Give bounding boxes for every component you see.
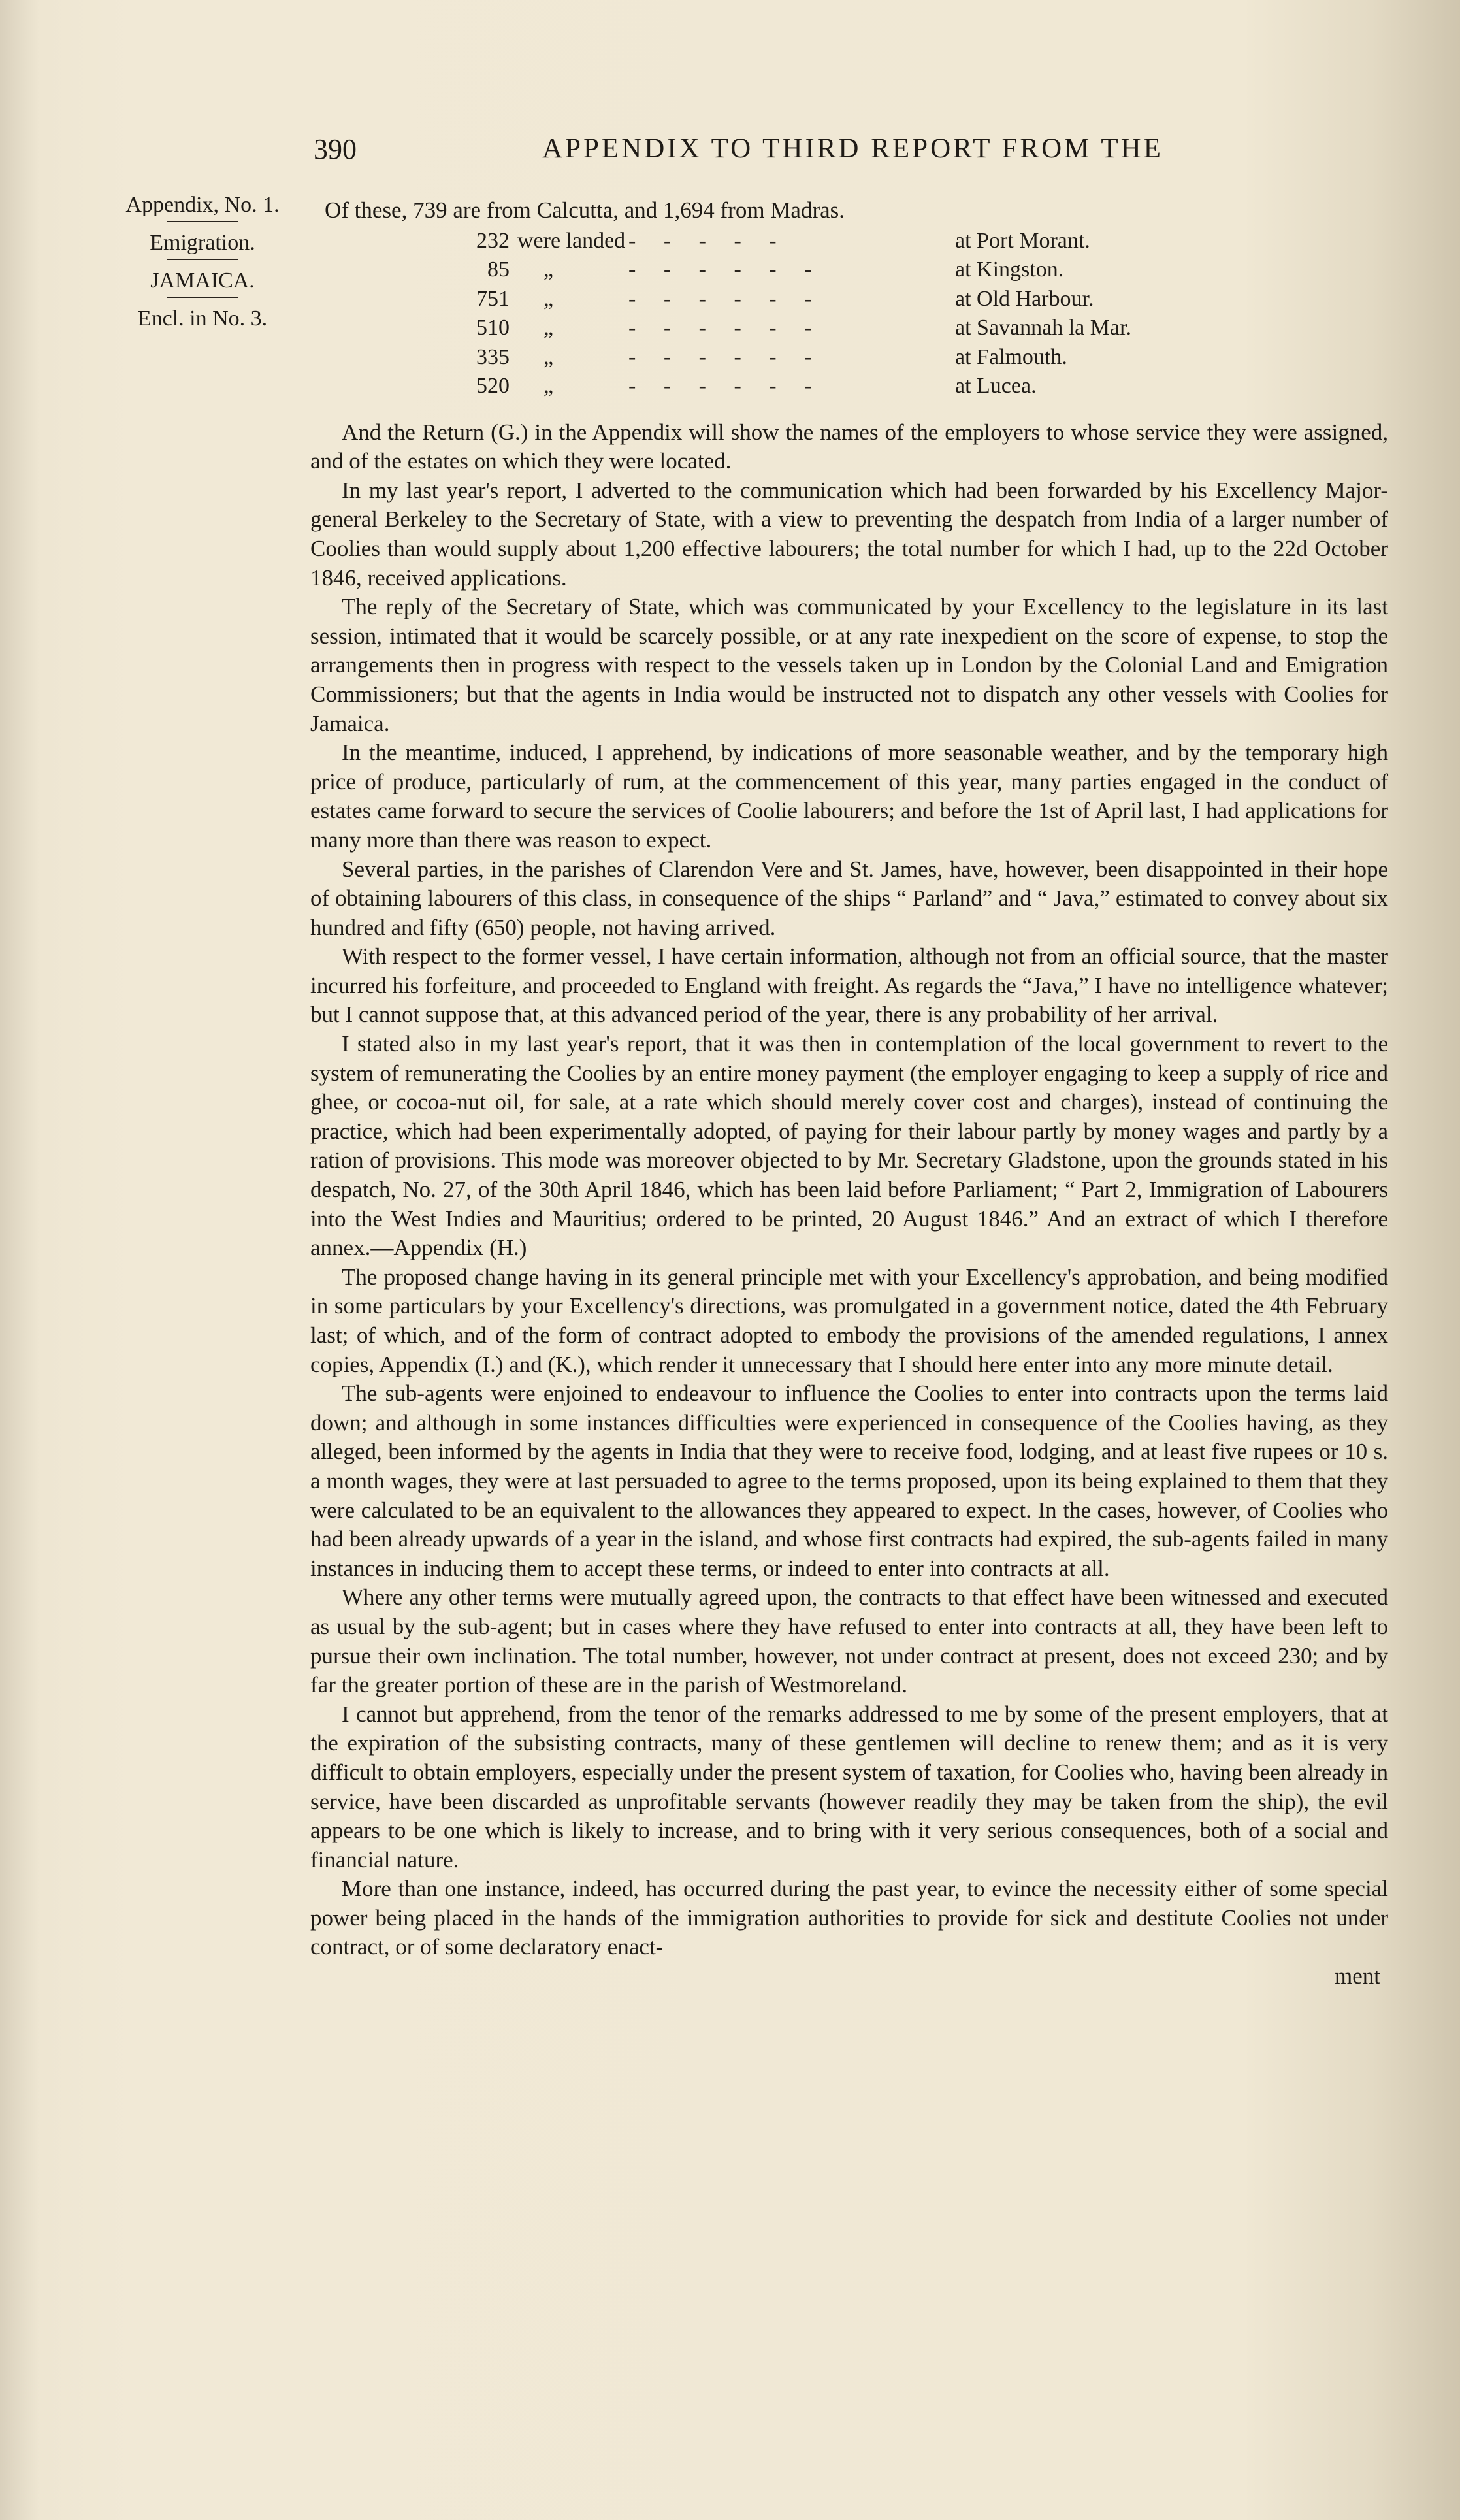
- landing-count: 335: [476, 344, 510, 369]
- paragraph: Several parties, in the parishes of Clarendon Vere and St. James, have, however, been disappointed in their hope of obtaining labourers of this class, in consequence of the ships “ Parland” and “ Java,” estimated to convey about six hundred and fifty (650) people, not having arrived.: [310, 856, 1388, 940]
- landing-place: at Old Harbour.: [955, 286, 1094, 311]
- paragraph: The sub-agents were enjoined to endeavour to influence the Coolies to enter into contracts upon the terms laid down; and although in some instances difficulties were experienced in consequence of the Coolies having, as they alleged, been informed by the agents in India that they were to receive food, lodging, and at least five rupees or 10 s. a month wages, they were at last persuaded to agree to the terms proposed, upon its being explained to them that they were calculated to be an equivalent to the allowances they appeared to expect. In the cases, however, of Coolies who had been already upwards of a year in the island, and whose first contracts had expired, the sub-agents failed in many instances in inducing them to accept these terms, or indeed to enter into contracts at all.: [310, 1381, 1388, 1581]
- landing-row: [310, 372, 1388, 401]
- landings-table: [310, 227, 1388, 401]
- paragraph: In my last year's report, I adverted to the communication which had been forwarded by his Excellency Major-general Berkeley to the Secretary of State, with a view to preventing the despatch from India of a larger number of Coolies than would supply about 1,200 effective labourers; the total number for which I had, up to the 22d October 1846, received applications.: [310, 477, 1388, 591]
- margin-enclosure: Encl. in No. 3.: [137, 306, 268, 331]
- landing-place: at Port Morant.: [955, 228, 1090, 253]
- landing-count: 751: [476, 286, 510, 311]
- paragraph: I cannot but apprehend, from the tenor of the remarks addressed to me by some of the present employers, that at the expiration of the subsisting contracts, many of these gentlemen will decline to renew them; and as it is very difficult to obtain employers, especially under the present system of taxation, for Coolies who, having been already in service, have been discarded as unprofitable servants (however readily they may be taken from the ship), the evil appears to be one which is likely to increase, and to bring with it very serious consequences, both of a social and financial nature.: [310, 1701, 1388, 1873]
- page-header: [314, 127, 1424, 180]
- running-title: APPENDIX TO THIRD REPORT FROM THE: [542, 133, 1163, 164]
- landing-verb: „: [543, 344, 554, 369]
- margin-notes: [105, 191, 300, 333]
- landing-verb: „: [543, 316, 554, 340]
- paragraph: In the meantime, induced, I apprehend, by indications of more seasonable weather, and by the temporary high price of produce, particularly of rum, at the commencement of this year, many parties engaged in the conduct of estates came forward to secure the services of Coolie labourers; and before the 1st of April last, I had applications for many more than there was reason to expect.: [310, 740, 1388, 853]
- landing-dashes: - - - - - -: [628, 316, 812, 340]
- margin-rule: [167, 297, 238, 298]
- landing-count: 85: [487, 257, 510, 282]
- margin-topic: Emigration.: [150, 231, 255, 255]
- intro-line: Of these, 739 are from Calcutta, and 1,694 from Madras.: [325, 197, 845, 223]
- paragraph: Where any other terms were mutually agreed upon, the contracts to that effect have been witnessed and executed as usual by the sub-agent; but in cases where they have refused to enter into contracts at all, they have been left to pursue their own inclination. The total number, however, not under contract at present, does not exceed 230; and by far the greater portion of these are in the parish of Westmoreland.: [310, 1584, 1388, 1698]
- landing-place: at Savannah la Mar.: [955, 316, 1132, 340]
- landing-verb: „: [543, 374, 554, 399]
- landing-dashes: - - - - - -: [628, 374, 812, 399]
- landing-place: at Lucea.: [955, 374, 1037, 399]
- paragraph: The proposed change having in its general principle met with your Excellency's approbation, and being modified in some particulars by your Excellency's directions, was promulgated in a government notice, dated the 4th February last; of which, and of the form of contract adopted to embody the provisions of the amended regulations, I annex copies, Appendix (I.) and (K.), which render it unnecessary that I should here enter into any more minute detail.: [310, 1264, 1388, 1377]
- page-number: 390: [314, 133, 357, 165]
- landing-row: [310, 343, 1388, 372]
- landing-row: [310, 255, 1388, 285]
- paragraph: With respect to the former vessel, I have certain information, although not from an official source, that the master incurred his forfeiture, and proceeded to England with freight. As regards the “Java,” I have no intelligence whatever; but I cannot suppose that, at this advanced period of the year, there is any probability of her arrival.: [310, 943, 1388, 1028]
- landing-row: [310, 227, 1388, 256]
- landing-dashes: - - - - - -: [628, 286, 812, 311]
- margin-rule: [167, 259, 238, 260]
- landing-count: 520: [476, 374, 510, 399]
- margin-colony: JAMAICA.: [150, 269, 255, 293]
- landing-dashes: - - - - - -: [628, 344, 812, 369]
- landing-place: at Falmouth.: [955, 344, 1067, 369]
- catchword: ment: [1335, 1963, 1380, 1989]
- landing-count: 510: [476, 316, 510, 340]
- landing-count: 232: [476, 228, 510, 253]
- paragraph: And the Return (G.) in the Appendix will show the names of the employers to whose service they were assigned, and of the estates on which they were located.: [310, 419, 1388, 474]
- body-text: [310, 196, 1388, 1991]
- landing-dashes: - - - - - -: [628, 257, 812, 282]
- landing-row: [310, 285, 1388, 314]
- landing-verb: „: [543, 286, 554, 311]
- paragraph: The reply of the Secretary of State, which was communicated by your Excellency to the legislature in its last session, intimated that it would be scarcely possible, or at any rate inexpedient on the score of expense, to stop the arrangements then in progress with respect to the vessels taken up in London by the Colonial Land and Emigration Commissioners; but that the agents in India would be instructed not to dispatch any other vessels with Coolies for Jamaica.: [310, 594, 1388, 736]
- landing-row: [310, 314, 1388, 343]
- landing-dashes: - - - - -: [628, 228, 777, 253]
- landing-place: at Kingston.: [955, 257, 1064, 282]
- paragraph: More than one instance, indeed, has occurred during the past year, to evince the necessity either of some special power being placed in the hands of the immigration authorities to provide for sick and destitute Coolies not under contract, or of some declaratory enact-: [310, 1876, 1388, 1960]
- paragraph: I stated also in my last year's report, that it was then in contemplation of the local government to revert to the system of remunerating the Coolies by an entire money payment (the employer engaging to keep a supply of rice and ghee, or cocoa-nut oil, for sale, at a rate which should merely cover cost and charges), instead of continuing the practice, which had been experimentally adopted, of paying for their labour partly by money wages and partly by a ration of provisions. This mode was moreover objected to by Mr. Secretary Gladstone, upon the grounds stated in his despatch, No. 27, of the 30th April 1846, which has been laid before Parliament; “ Part 2, Immigration of Labourers into the West Indies and Mauritius; ordered to be printed, 20 August 1846.” And an extract of which I therefore annex.—Appendix (H.): [310, 1031, 1388, 1261]
- landing-verb: „: [543, 257, 554, 282]
- margin-appendix: Appendix, No. 1.: [125, 193, 280, 217]
- margin-rule: [167, 221, 238, 222]
- landing-verb: were landed: [517, 228, 626, 253]
